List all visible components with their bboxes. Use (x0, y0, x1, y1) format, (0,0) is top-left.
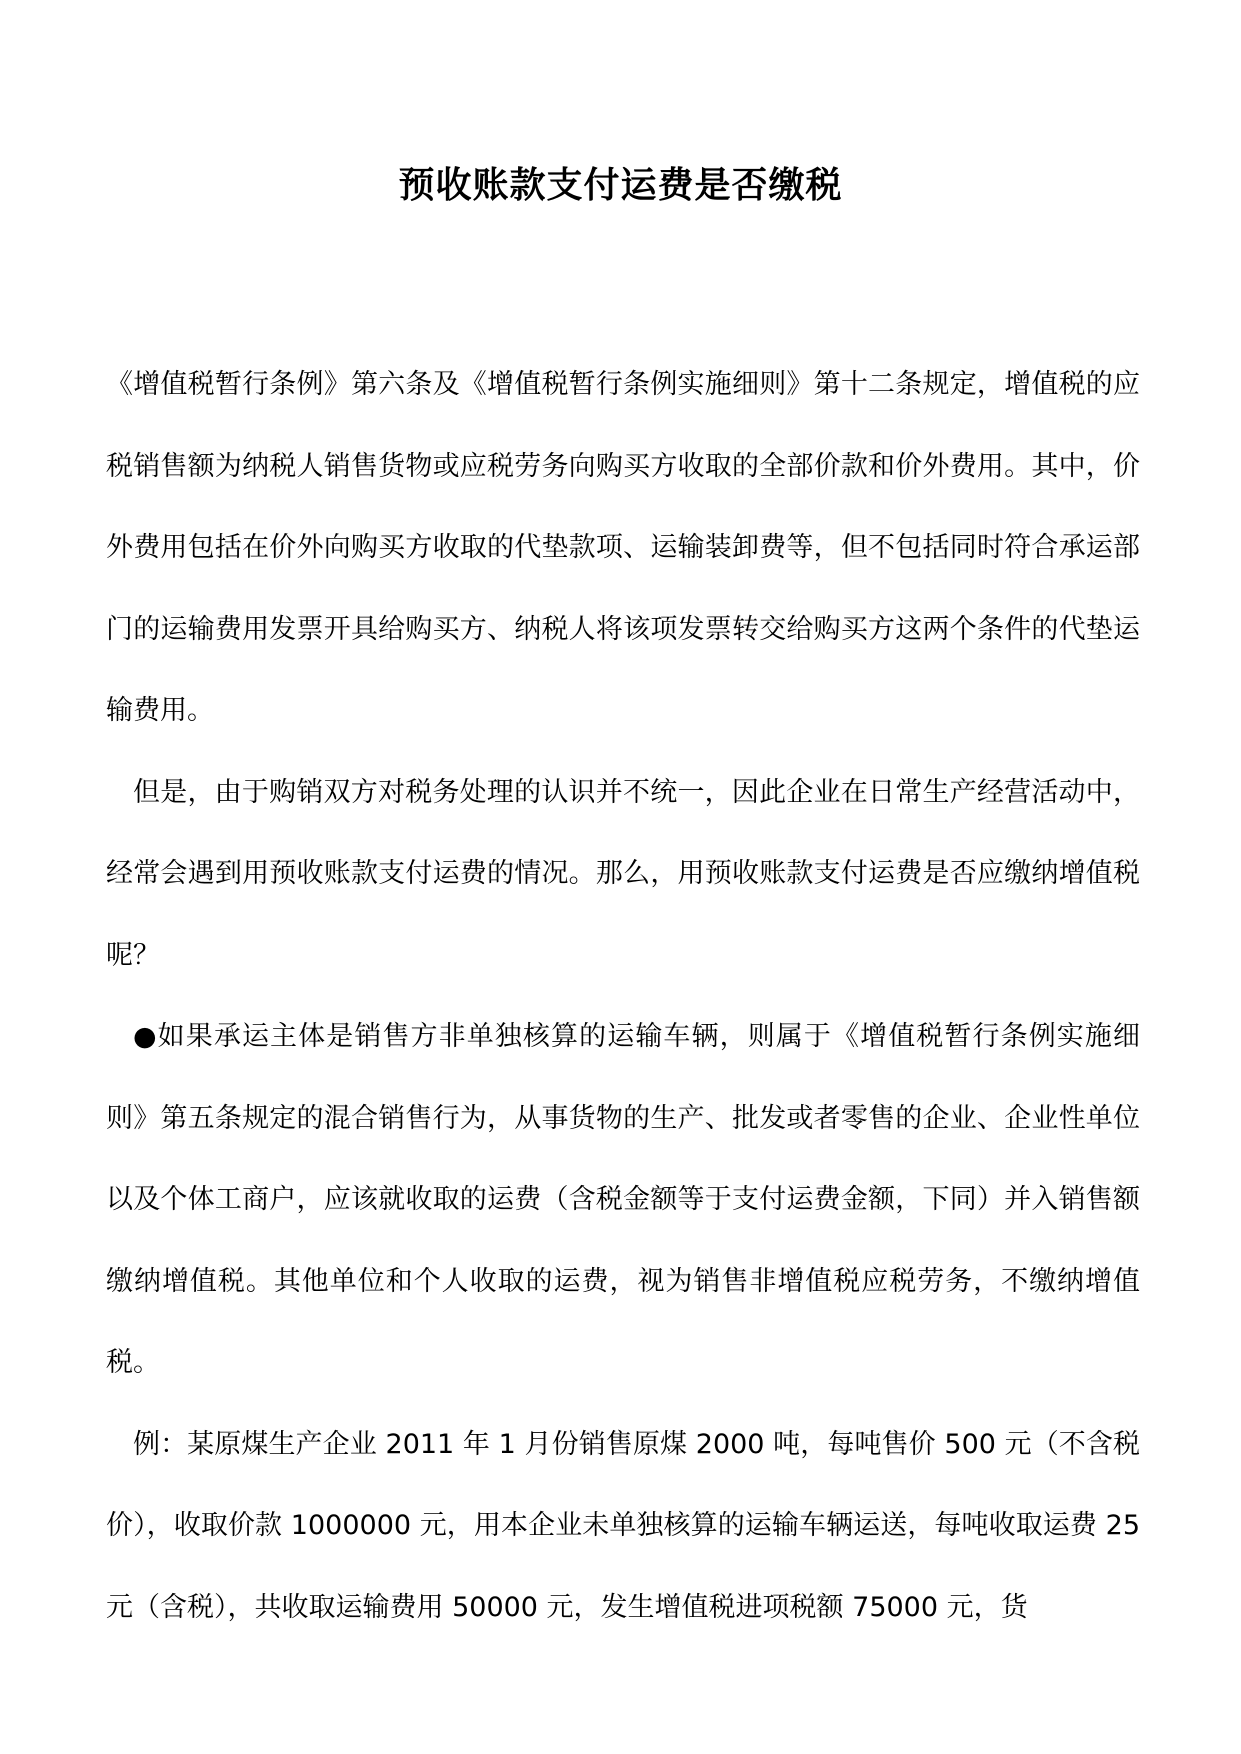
paragraph-3: ●如果承运主体是销售方非单独核算的运输车辆，则属于《增值税暂行条例实施细则》第五条规定的混合销售行为，从事货物的生产、批发或者零售的企业、企业性单位以及个体工商户，应该就收取的运费（含税金额等于支付运费金额，下同）并入销售额缴纳增值税。其他单位和个人收取的运费，视为销售非增值税应税劳务，不缴纳增值税。 (106, 1021, 1140, 1378)
paragraph-4: 例：某原煤生产企业 2011 年 1 月份销售原煤 2000 吨，每吨售价 500 元（不含税价），收取价款 1000000 元，用本企业未单独核算的运输车辆运送，每吨收取运费 25 元（含税），共收取运输费用 50000 元，发生增值税进项税额 75000 元，货 (106, 1428, 1140, 1623)
document-body (106, 344, 1140, 1648)
paragraph-2: 但是，由于购销双方对税务处理的认识并不统一，因此企业在日常生产经营活动中，经常会遇到用预收账款支付运费的情况。那么，用预收账款支付运费是否应缴纳增值税呢？ (106, 776, 1140, 971)
document-title: 预收账款支付运费是否缴税 (398, 164, 843, 206)
paragraph-1: 《增值税暂行条例》第六条及《增值税暂行条例实施细则》第十二条规定，增值税的应税销售额为纳税人销售货物或应税劳务向购买方收取的全部价款和价外费用。其中，价外费用包括在价外向购买方收取的代垫款项、运输装卸费等，但不包括同时符合承运部门的运输费用发票开具给购买方、纳税人将该项发票转交给购买方这两个条件的代垫运输费用。 (106, 369, 1140, 726)
